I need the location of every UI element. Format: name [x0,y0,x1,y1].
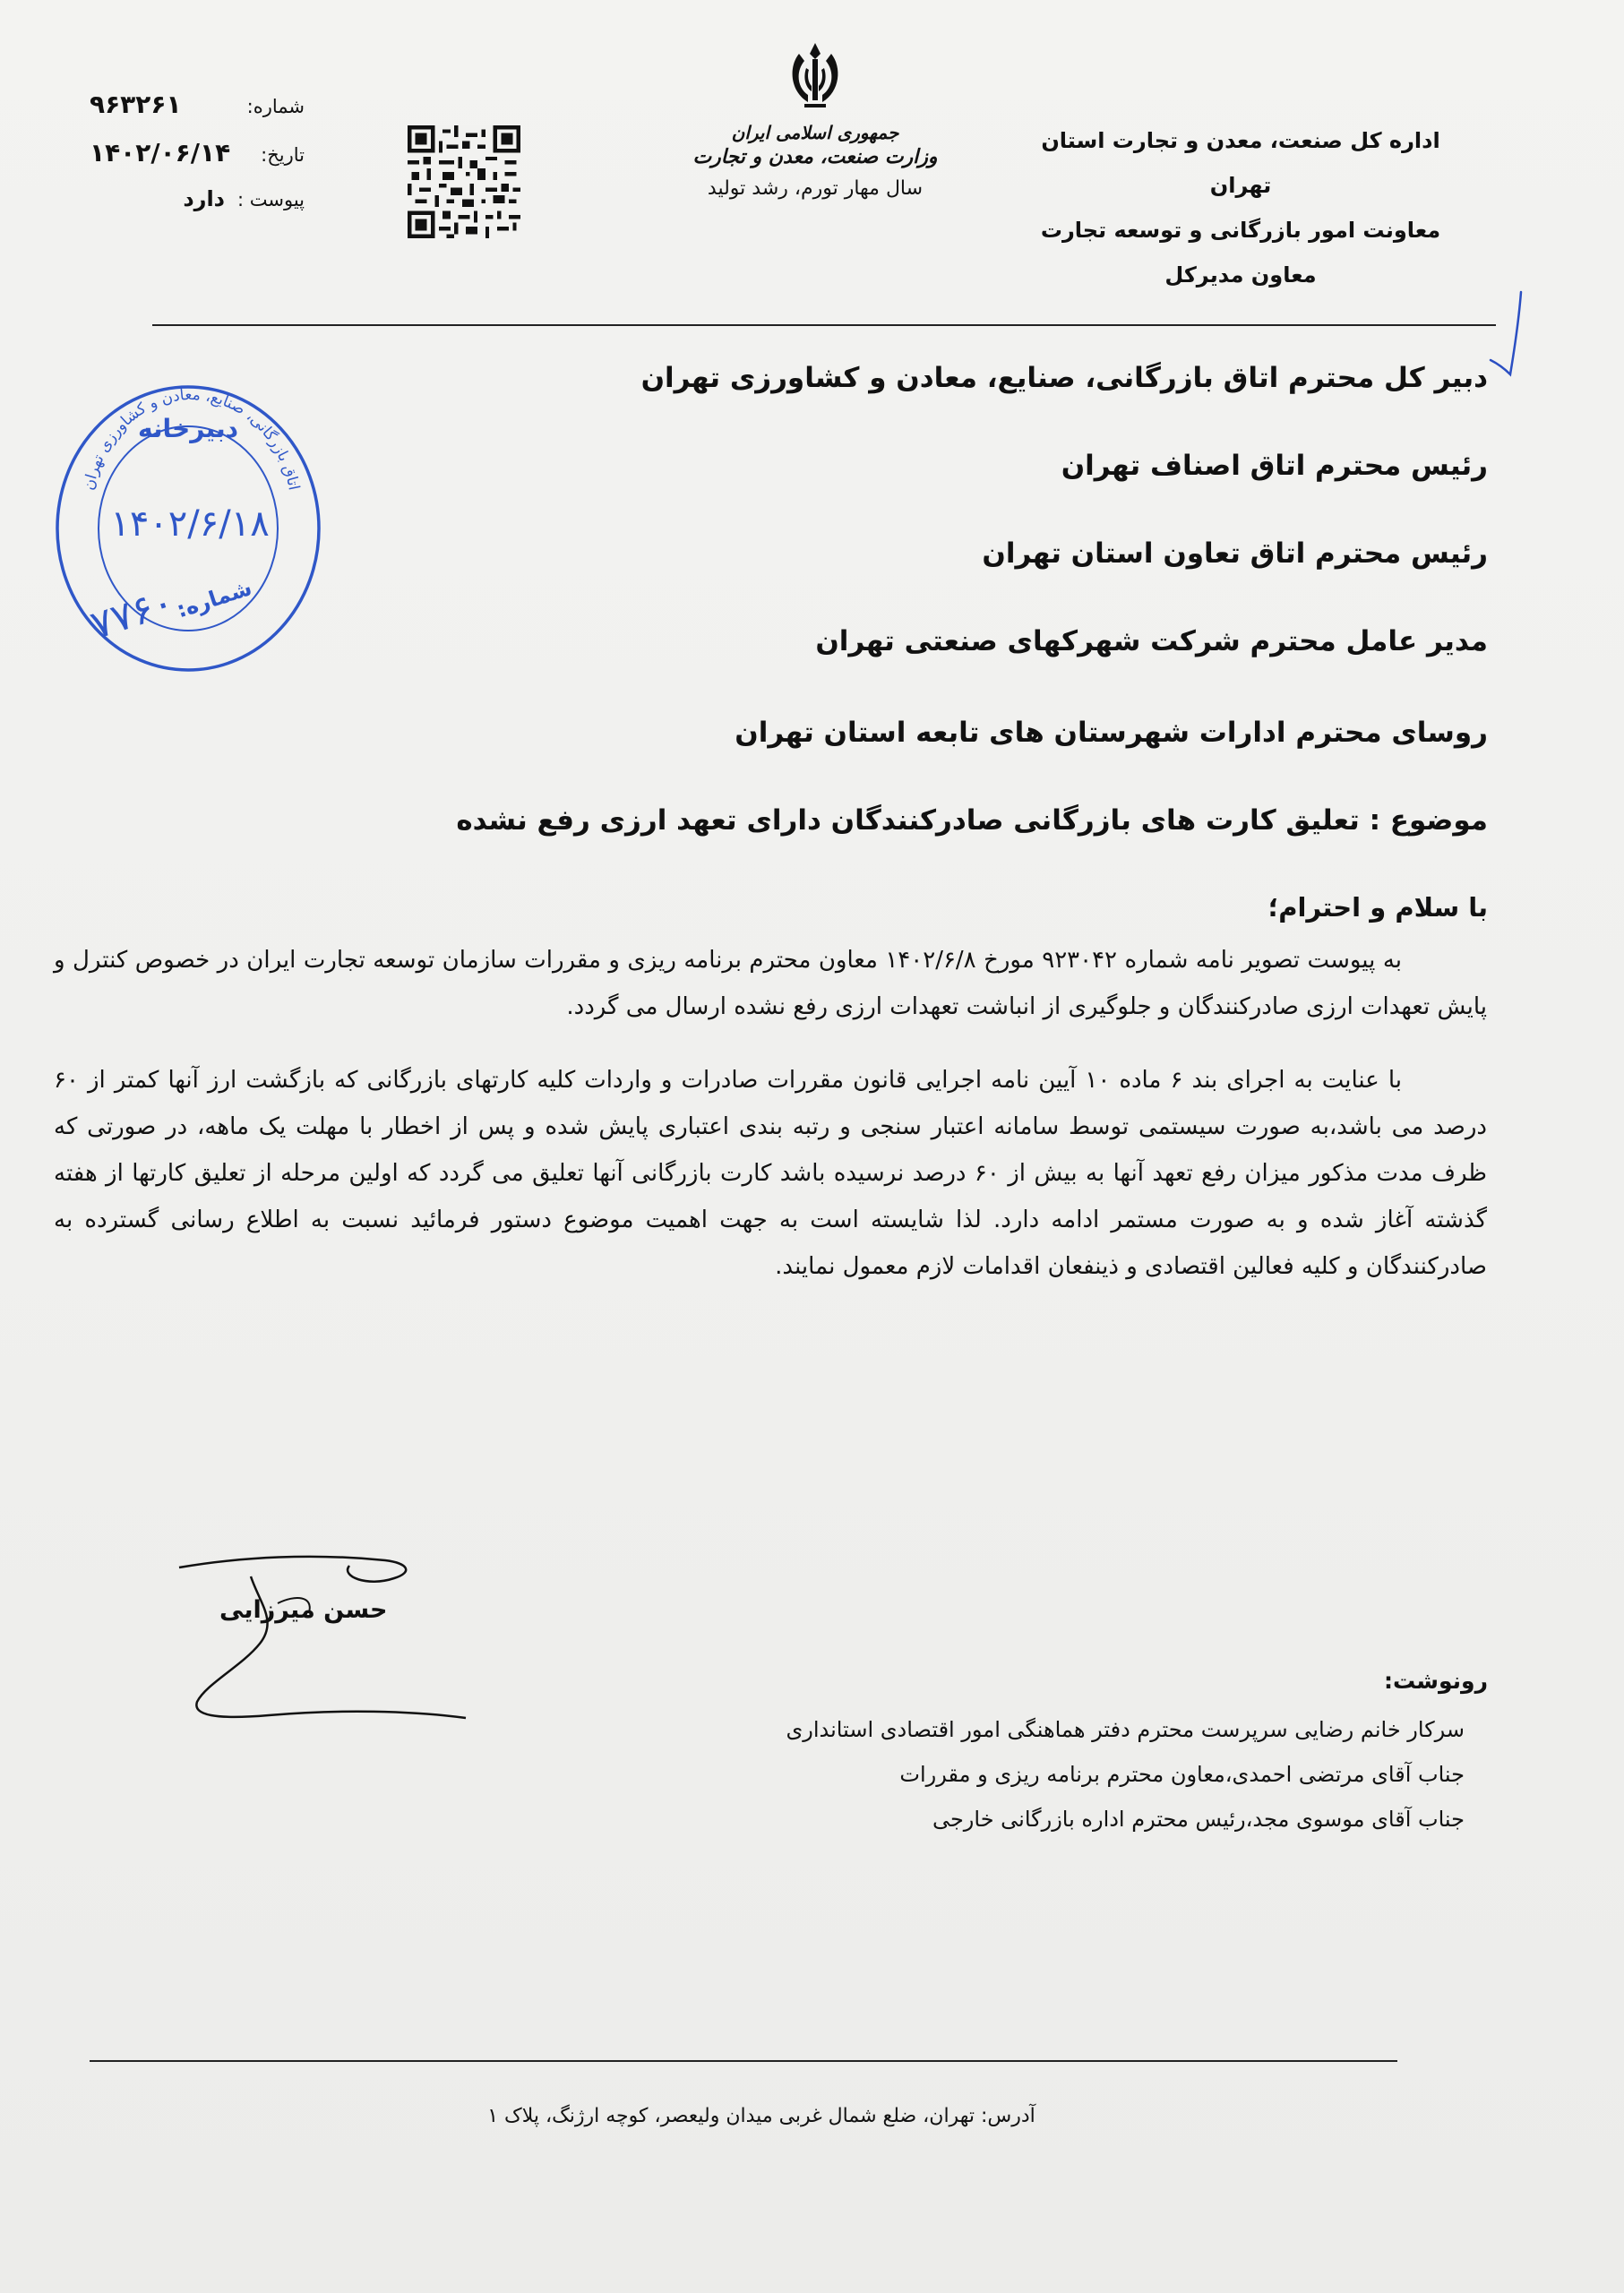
letter-greeting: با سلام و احترام؛ [1267,892,1488,923]
letter-meta [90,90,305,235]
date-label: تاریخ: [261,144,305,166]
stamp-number-value: ۷۷۶۰ [84,579,180,649]
addressee-4: مدیر عامل محترم شرکت شهرکهای صنعتی تهران [815,625,1488,657]
stamp-dept: دبیرخانه [138,414,238,443]
org-line-3: معاون مدیرکل [1164,262,1317,288]
ministry-emblem-block [663,36,967,200]
body-paragraph-2: با عنایت به اجرای بند ۶ ماده ۱۰ آیین نامه اجرایی قانون مقررات صادرات و واردات کلیه کارتهای بازرگانی که بازگشت ارز آنها کمتر از ۶۰ درصد می باشد،به صورت سیستمی توسط سامانه اعتبار سنجی و رتبه بندی اعتباری پایش شده و پس از اخطار با مهلت یک ماهه، در صورتی که ظرف مدت مذکور میزان رفع تعهد آنها به بیش از ۶۰ درصد نرسیده باشد کارت بازرگانی آنها تعلیق می گردد که اولین مرحله از تعلیق کارتها از هفته گذشته آغاز شده و به صورت مستمر ادامه دارد. لذا شایسته است به جهت اهمیت موضوع دستور فرمائید نسبت به اطلاع رسانی گسترده به صادرکنندگان و کلیه فعالین اقتصادی و ذینفعان اقدامات لازم معمول نمایند. [54,1067,1487,1280]
cc-list [479,1707,1465,1842]
cc-title: رونوشت: [1383,1668,1488,1694]
org-header [1008,118,1474,297]
letter-number: ۹۶۳۲۶۱ [90,90,182,119]
meta-number-row [90,90,305,138]
iran-emblem-icon [779,36,851,116]
footer-divider [90,2060,1397,2062]
stamp-org: اتاق بازرگانی، صنایع، معادن و کشاورزی تهران [80,386,303,493]
pen-check-mark-icon [1487,288,1532,387]
cc-item: جناب آقای مرتضی احمدی،معاون محترم برنامه ریزی و مقررات [899,1762,1465,1787]
attachment-label: پیوست : [237,189,305,210]
addressee-3: رئیس محترم اتاق تعاون استان تهران [982,537,1488,570]
signer-name: حسن میرزایی [219,1596,388,1624]
addressee-2: رئیس محترم اتاق اصناف تهران [1061,450,1488,482]
cc-item: سرکار خانم رضایی سرپرست محترم دفتر هماهنگی امور اقتصادی استانداری [786,1717,1465,1742]
country-name: جمهوری اسلامی ایران [731,122,899,143]
letter-subject: موضوع : تعلیق کارت های بازرگانی صادرکنندگان دارای تعهد ارزی رفع نشده [456,804,1488,837]
stamp-number [85,554,255,649]
meta-attachment-row [90,186,305,235]
meta-date-row [90,138,305,186]
addressee-5: روسای محترم ادارات شهرستان های تابعه استان تهران [735,717,1488,749]
body-paragraph-1: به پیوست تصویر نامه شماره ۹۲۳۰۴۲ مورخ ۱۴۰۲/۶/۸ معاون محترم برنامه ریزی و مقررات سازمان توسعه تجارت ایران در خصوص کنترل و پایش تعهدات ارزی صادرکنندگان و جلوگیری از انباشت تعهدات ارزی رفع نشده ارسال می گردد. [54,947,1487,1020]
footer-address: آدرس: تهران، ضلع شمال غربی میدان ولیعصر، کوچه ارژنگ، پلاک ۱ [487,2105,1035,2127]
handwritten-signature [161,1541,502,1747]
letter-date: ۱۴۰۲/۰۶/۱۴ [90,138,231,167]
org-line-1: اداره کل صنعت، معدن و تجارت استان تهران [1041,128,1440,198]
year-slogan: سال مهار تورم، رشد تولید [707,177,924,200]
attachment-value: دارد [183,186,225,211]
letter-body [54,937,1487,1290]
ministry-name: وزارت صنعت، معدن و تجارت [692,145,938,168]
cc-item: جناب آقای موسوی مجد،رئیس محترم اداره بازرگانی خارجی [932,1807,1465,1832]
qr-code-icon [408,125,520,238]
stamp-number-label: شماره: [173,574,255,623]
number-label: شماره: [246,96,305,117]
header-divider [152,324,1496,326]
addressee-1: دبیر کل محترم اتاق بازرگانی، صنایع، معادن و کشاورزی تهران [640,362,1488,394]
org-line-2: معاونت امور بازرگانی و توسعه تجارت [1040,218,1441,243]
stamp-date: ۱۴۰۲/۶/۱۸ [110,503,270,545]
